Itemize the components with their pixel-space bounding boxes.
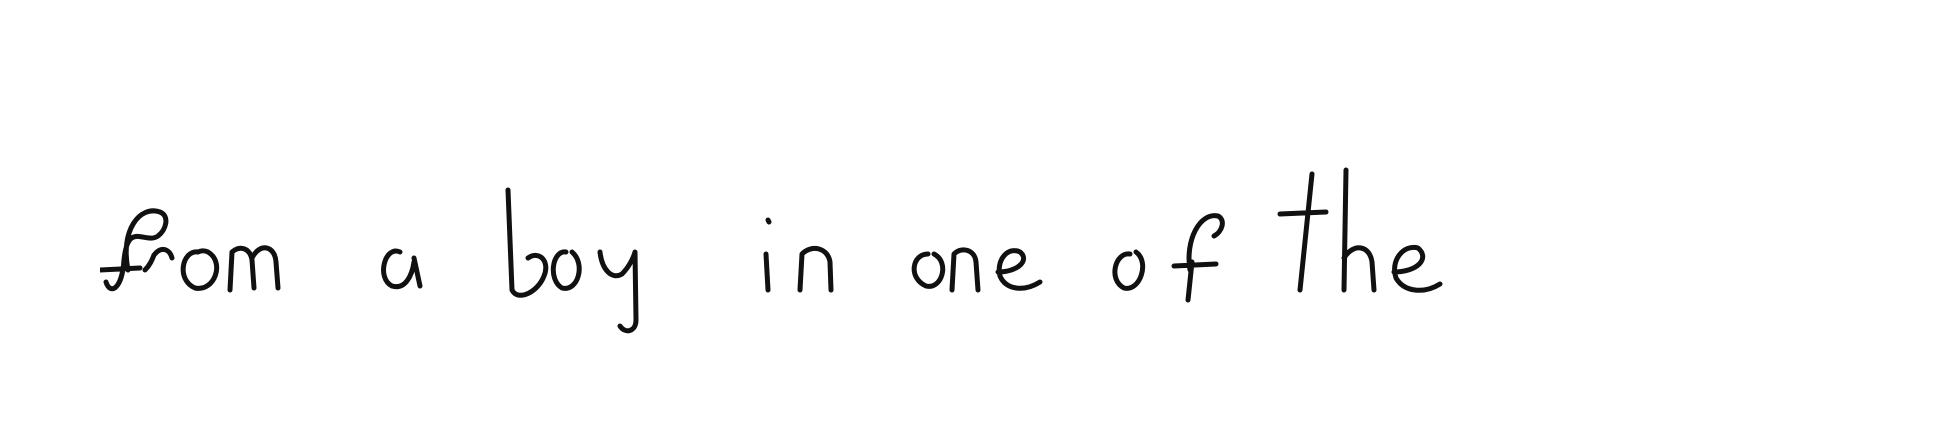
handwritten-text	[100, 190, 1840, 310]
handwritten-line	[100, 150, 1840, 350]
